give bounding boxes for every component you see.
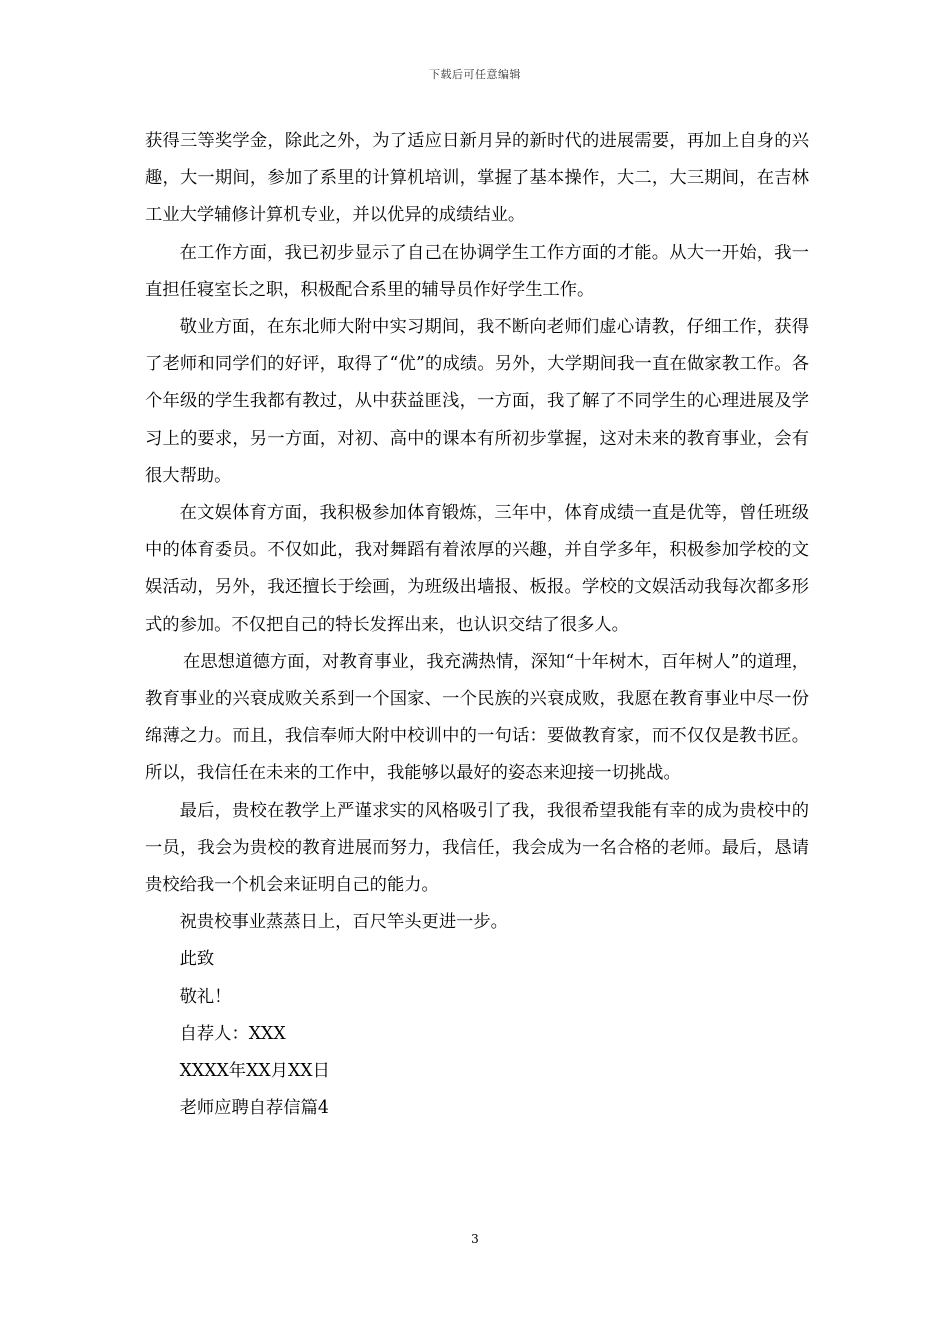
document-body	[145, 123, 809, 1127]
page-number: 3	[471, 1232, 479, 1246]
paragraph-sports-arts: 在文娱体育方面，我积极参加体育锻炼，三年中，体育成绩一直是优等，曾任班级中的体育委员。不仅如此，我对舞蹈有着浓厚的兴趣，并自学多年，积极参加学校的文娱活动，另外，我还擅长于绘画，为班级出墙报、板报。学校的文娱活动我每次都多形式的参加。不仅把自己的特长发挥出来，也认识交结了很多人。	[145, 503, 809, 635]
paragraph-wishes: 祝贵校事业蒸蒸日上，百尺竿头更进一步。	[179, 912, 508, 933]
page-header-note: 下载后可任意编辑	[429, 68, 521, 81]
signature-name: 自荐人：XXX	[179, 1023, 286, 1044]
salutation-line: 此致	[179, 949, 215, 970]
paragraph-dedication: 敬业方面，在东北师大附中实习期间，我不断向老师们虚心请教，仔细工作，获得了老师和同学们的好评，取得了“优”的成绩。另外，大学期间我一直在做家教工作。各个年级的学生我都有教过，从中获益匪浅，一方面，我了解了不同学生的心理进展及学习上的要求，另一方面，对初、高中的课本有所初步掌握，这对未来的教育事业，会有很大帮助。	[145, 317, 809, 486]
paragraph-scholarship-continued: 获得三等奖学金，除此之外，为了适应日新月异的新时代的进展需要，再加上自身的兴趣，大一期间，参加了系里的计算机培训，掌握了基本操作，大二，大三期间，在吉林工业大学辅修计算机专业，并以优异的成绩结业。	[145, 131, 809, 226]
next-section-title: 老师应聘自荐信篇4	[179, 1098, 329, 1119]
paragraph-closing: 最后，贵校在教学上严谨求实的风格吸引了我，我很希望我能有幸的成为贵校中的一员，我会为贵校的教育进展而努力，我信任，我会成为一名合格的老师。最后，恳请贵校给我一个机会来证明自己的能力。	[145, 800, 809, 896]
signature-date: XXXX年XX月XX日	[179, 1061, 330, 1082]
paragraph-morality: 在思想道德方面，对教育事业，我充满热情，深知“十年树木，百年树人”的道理，教育事业的兴衰成败关系到一个国家、一个民族的兴衰成败，我愿在教育事业中尽一份绵薄之力。而且，我信奉师大附中校训中的一句话：要做教育家，而不仅仅是教书匠。所以，我信任在未来的工作中，我能够以最好的姿态来迎接一切挑战。	[145, 651, 809, 784]
paragraph-work: 在工作方面，我已初步显示了自己在协调学生工作方面的才能。从大一开始，我一直担任寝室长之职，积极配合系里的辅导员作好学生工作。	[145, 242, 809, 300]
salutation-regards: 敬礼！	[179, 986, 232, 1007]
